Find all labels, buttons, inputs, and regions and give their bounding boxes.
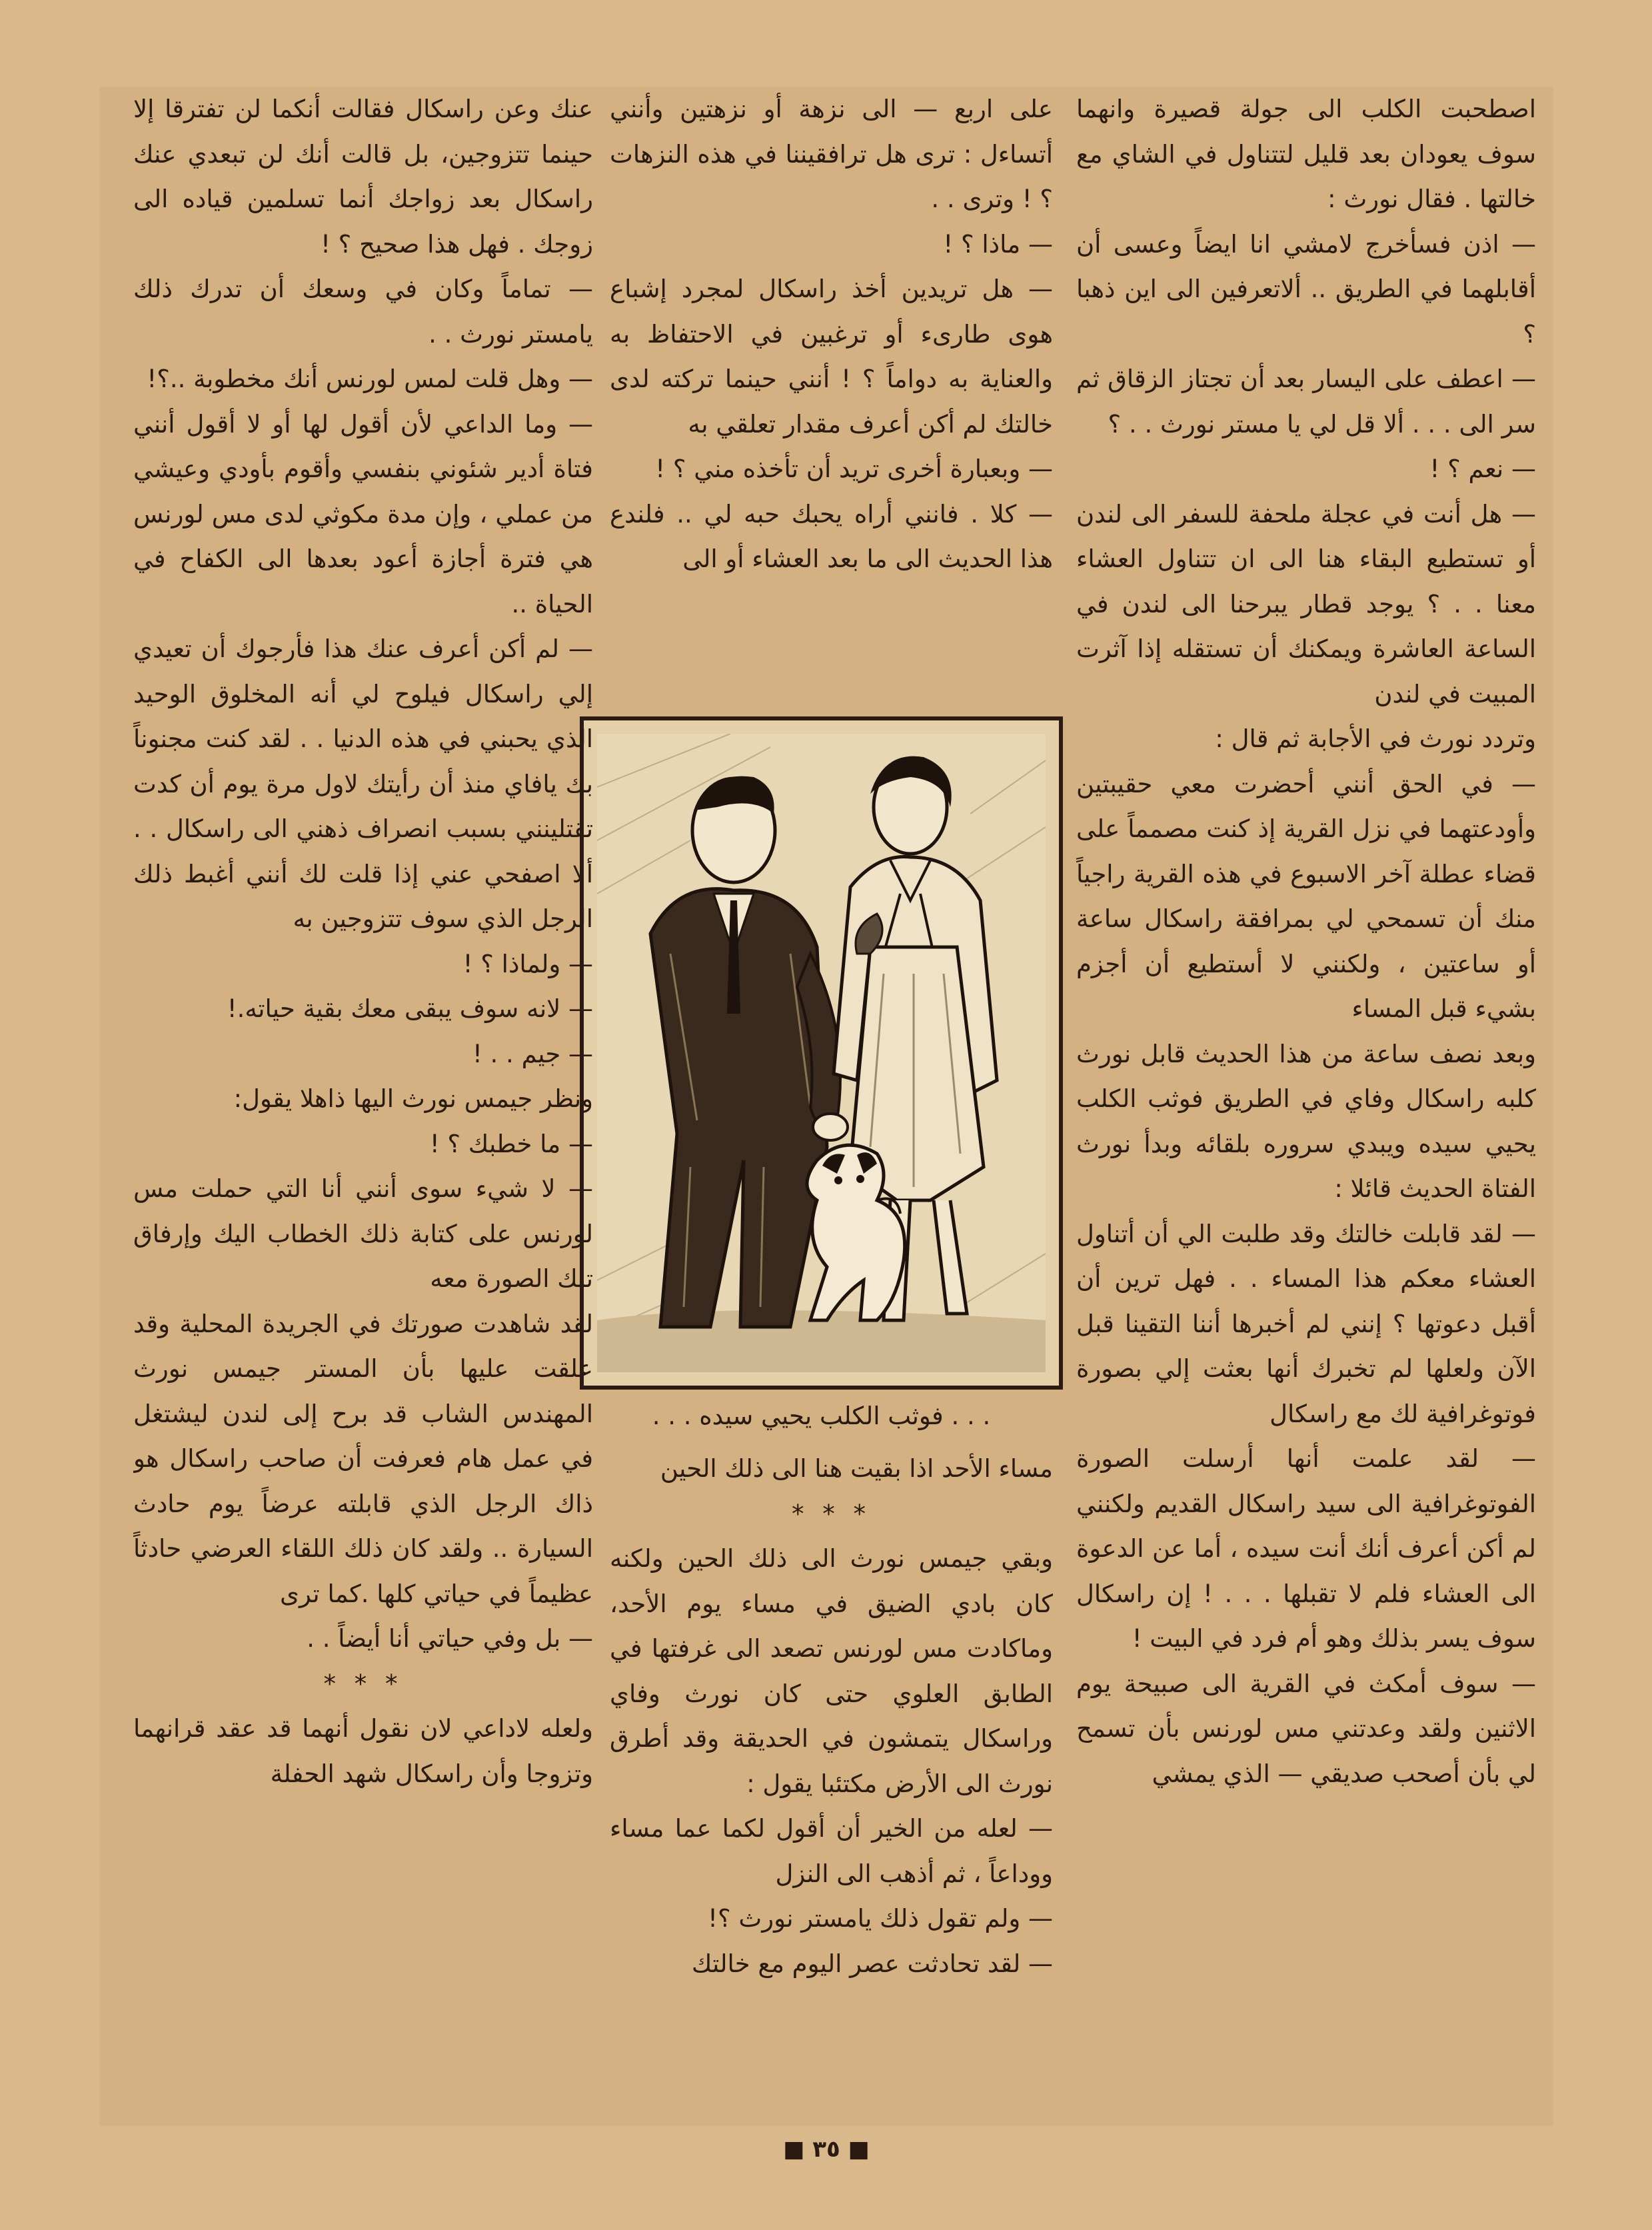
paragraph: — سوف أمكث في القرية الى صبيحة يوم الاثنين ولقد وعدتني مس لورنس بأن تسمح لي بأن أصحب صديقي — الذي يمشي [1076,1669,1536,1788]
paragraph: مساء الأحد اذا بقيت هنا الى ذلك الحين [660,1454,1053,1483]
paragraph: — ما خطبك ؟ ! [429,1129,593,1158]
paragraph: — ولماذا ؟ ! [462,949,593,978]
paragraph: عنك وعن راسكال فقالت أنكما لن تفترقا إلا حينما تتزوجين، بل قالت أنك لن تبعدي عنك راسكال بعد زواجك أنما تسلمين قياده الى زوجك . فهل هذا صحيح ؟ ! [133,95,593,259]
paragraph: — جيم . . ! [472,1039,593,1068]
paragraph: — وهل قلت لمس لورنس أنك مخطوبة ..؟! [147,365,593,393]
page-number: ■ ٣٥ ■ [783,2136,870,2163]
paragraph: — وبعبارة أخرى تريد أن تأخذه مني ؟ ! [655,455,1053,483]
magazine-page [100,87,1553,2163]
story-illustration [580,716,1063,1390]
paragraph: — اعطف على اليسار بعد أن تجتاز الزقاق ثم سر الى . . . ألا قل لي يا مستر نورث . . ؟ [1076,365,1536,439]
paragraph: على اربع — الى نزهة أو نزهتين وأنني أتساءل : ترى هل ترافقيننا في هذه النزهات ؟ ! وترى . . [610,95,1053,213]
text-column-left [133,87,593,2039]
paragraph: اصطحبت الكلب الى جولة قصيرة وانهما سوف يعودان بعد قليل لتتناول في الشاي مع خالتها . فقال نورث : [1076,95,1536,213]
paragraph: — بل وفي حياتي أنا أيضاً . . [307,1624,593,1653]
paragraph: — هل أنت في عجلة ملحفة للسفر الى لندن أو تستطيع البقاء هنا الى ان تتناول العشاء معنا . . ؟ يوجد قطار يبرحنا الى لندن في الساعة العاشرة ويمكنك أن تستقله إذا آثرت المبيت في لندن [1076,499,1536,708]
paragraph: — في الحق أنني أحضرت معي حقيبتين وأودعتهما في نزل القرية إذ كنت مصمماً على قضاء عطلة آخر الاسبوع في هذه القرية راجياً منك أن تسمحي لي بمرافقة راسكال ساعة أو ساعتين ، ولكنني لا أستطيع أن أجزم بشيء قبل المساء [1076,769,1536,1023]
paragraph: ونظر جيمس نورث اليها ذاهلا يقول: [233,1084,593,1113]
paragraph: — كلا . فانني أراه يحبك حبه لي .. فلندع هذا الحديث الى ما بعد العشاء أو الى [610,499,1053,573]
paragraph: * * * [791,1499,872,1528]
paragraph: لقد شاهدت صورتك في الجريدة المحلية وقد علقت عليها بأن المستر جيمس نورث المهندس الشاب قد برح إلى لندن ليشتغل في عمل هام فعرفت أن صاحب راسكال هو ذاك الرجل الذي قابلته عرضاً يوم حادث السيارة .. ولقد كان ذلك اللقاء العرضي حادثاً عظيماً في حياتي كلها .كما ترى [133,1309,593,1608]
paragraph: — لقد تحادثت عصر اليوم مع خالتك [691,1949,1053,1978]
paragraph: — وما الداعي لأن أقول لها أو لا أقول أنني فتاة أدير شئوني بنفسي وأقوم بأودي وعيشي من عملي ، وإن مدة مكوثي لدى مس لورنس هي فترة أجازة أعود بعدها الى الكفاح في الحياة .. [133,409,593,618]
paragraph: وبقي جيمس نورث الى ذلك الحين ولكنه كان بادي الضيق في مساء يوم الأحد، وماكادت مس لورنس تصعد الى غرفتها في الطابق العلوي حتى كان نورث وفاي وراسكال يتمشون في الحديقة وقد أطرق نورث الى الأرض مكتئبا يقول : [610,1544,1053,1798]
paragraph: — ولم تقول ذلك يامستر نورث ؟! [708,1904,1053,1933]
paragraph: — لقد علمت أنها أرسلت الصورة الفوتوغرافية الى سيد راسكال القديم ولكنني لم أكن أعرف أنك أنت سيده ، أما عن الدعوة الى العشاء فلم لا تقبلها . . . ! إن راسكال سوف يسر بذلك وهو أم فرد في البيت ! [1076,1444,1536,1653]
paragraph: — ماذا ؟ ! [943,229,1053,259]
paragraph: — اذن فسأخرج لامشي انا ايضاً وعسى أن أقابلهما في الطريق .. ألاتعرفين الى اين ذهبا ؟ [1076,229,1536,349]
illustration-man-woman-dog-icon [597,734,1046,1372]
paragraph: — تماماً وكان في وسعك أن تدرك ذلك يامستر نورث . . [133,275,593,349]
paragraph: وبعد نصف ساعة من هذا الحديث قابل نورث كلبه راسكال وفاي في الطريق فوثب الكلب يحيي سيده ويبدي سروره بلقائه وبدأ نورث الفتاة الحديث قائلا : [1076,1039,1536,1203]
paragraph: وتردد نورث في الأجابة ثم قال : [1215,724,1536,753]
paragraph: — لانه سوف يبقى معك بقية حياته.! [227,994,593,1023]
paragraph: ولعله لاداعي لان نقول أنهما قد عقد قرانهما وتزوجا وأن راسكال شهد الحفلة [133,1714,593,1788]
illustration-caption: . . . فوثب الكلب يحيي سيده . . . [652,1402,991,1430]
text-column-right [1076,87,1536,2039]
text-column-middle-bottom [610,1446,1053,2113]
paragraph: — هل تريدين أخذ راسكال لمجرد إشباع هوى طارىء أو ترغبين في الاحتفاظ به والعناية به دواماً ؟ ! أنني حينما تركته لدى خالتك لم أكن أعرف مقدار تعلقي به [610,275,1053,439]
text-column-middle-top [610,87,1053,673]
paragraph: — نعم ؟ ! [1429,455,1536,483]
paragraph: — لم أكن أعرف عنك هذا فأرجوك أن تعيدي إلي راسكال فيلوح لي أنه المخلوق الوحيد الذي يحبني في هذه الدنيا . . لقد كنت مجنوناً بك يافاي منذ أن رأيتك لاول مرة يوم أن كدت تقتلينني بسبب انصراف ذهني الى راسكال . . ألا اصفحي عني إذا قلت لك أنني أغبط ذلك الرجل الذي سوف تتزوجين به [133,634,593,933]
paragraph: — لعله من الخير أن أقول لكما عما مساء ووداعاً ، ثم أذهب الى النزل [610,1814,1053,1888]
paragraph: — لا شيء سوى أنني أنا التي حملت مس لورنس على كتابة ذلك الخطاب اليك وإرفاق تلك الصورة معه [133,1174,593,1293]
paragraph: * * * [323,1669,403,1698]
paragraph: — لقد قابلت خالتك وقد طلبت الي أن أتناول العشاء معكم هذا المساء . . فهل ترين أن أقبل دعوتها ؟ إنني لم أخبرها أننا التقينا قبل الآن ولعلها لم تخبرك أنها بعثت إلي بصورة فوتوغرافية لك مع راسكال [1076,1219,1536,1428]
